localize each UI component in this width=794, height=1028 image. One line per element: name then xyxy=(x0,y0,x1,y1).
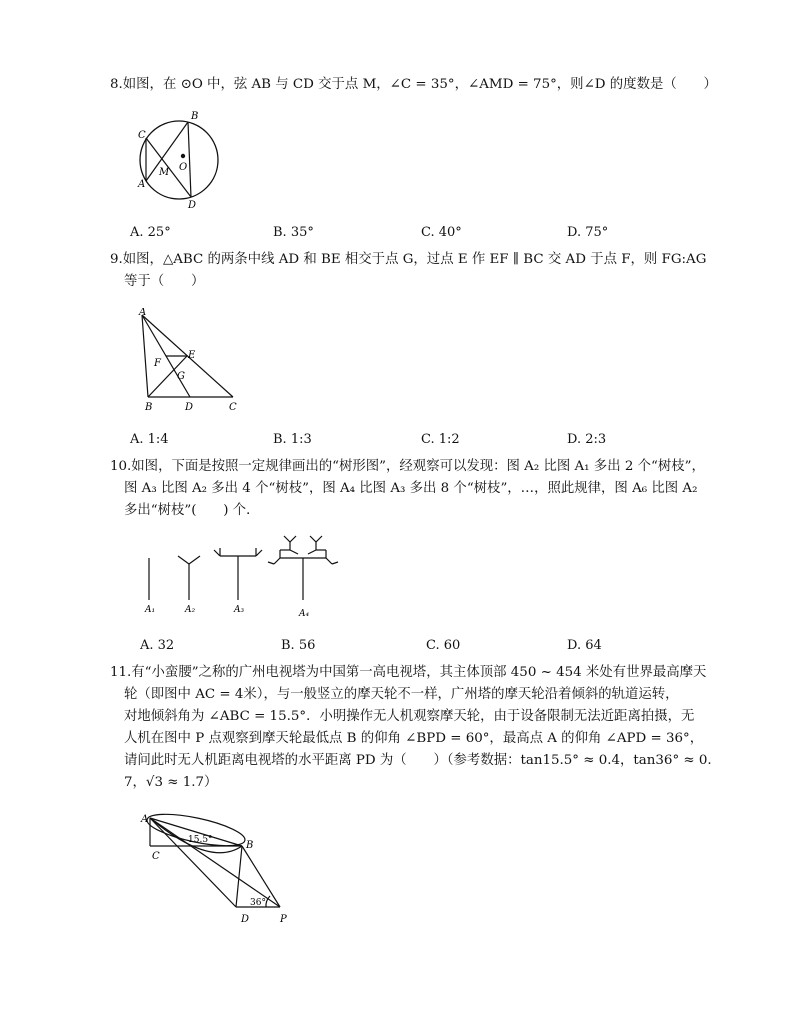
question-11 xyxy=(110,662,710,794)
fig8-label-a: A xyxy=(138,179,146,190)
fig9-label-a: A xyxy=(139,308,147,318)
q8-option-b[interactable]: B. 35° xyxy=(273,225,314,240)
question-9-line-1 xyxy=(110,249,710,271)
fig9-label-g: G xyxy=(177,371,185,382)
fig11-label-angle-36: 36° xyxy=(250,898,266,908)
fig9-label-f: F xyxy=(154,358,161,369)
question-9-options xyxy=(130,432,710,452)
q8-option-a[interactable]: A. 25° xyxy=(130,225,171,240)
q8-option-d[interactable]: D. 75° xyxy=(567,225,609,240)
fig9-label-d: D xyxy=(185,402,194,413)
fig10-label-a4: A₄ xyxy=(299,609,310,619)
fig9-label-b: B xyxy=(145,402,153,413)
fig10-label-a2: A₂ xyxy=(185,605,196,615)
fig11-label-p: P xyxy=(280,914,287,925)
question-8-options xyxy=(130,225,710,245)
question-9-number: 9. xyxy=(110,252,123,267)
q9-option-b[interactable]: B. 1:3 xyxy=(273,432,312,447)
fig8-label-o: O xyxy=(179,162,188,173)
q10-option-a[interactable]: A. 32 xyxy=(140,638,175,653)
question-9-stem-1: 如图，△ABC 的两条中线 AD 和 BE 相交于点 G，过点 E 作 EF ∥ BC 交 AD 于点 F，则 FG:AG xyxy=(122,252,707,267)
q8-option-c[interactable]: C. 40° xyxy=(421,225,462,240)
fig8-label-b: B xyxy=(191,111,199,122)
question-11-stem-1: 有“小蛮腰”之称的广州电视塔为中国第一高电视塔，其主体顶部 450 ~ 454 米处有世界最高摩天 xyxy=(131,665,707,680)
fig11-label-angle-155: 15.5° xyxy=(188,835,213,845)
question-8-number: 8. xyxy=(110,77,123,92)
question-10-options xyxy=(130,638,710,658)
q10-option-b[interactable]: B. 56 xyxy=(281,638,316,653)
question-10-number: 10. xyxy=(110,459,132,474)
question-11-figure xyxy=(140,808,300,930)
question-8 xyxy=(110,74,717,96)
question-9 xyxy=(110,249,710,293)
fig9-label-e: E xyxy=(188,350,196,361)
question-11-line-1 xyxy=(110,662,710,684)
question-11-line-3: 对地倾斜角为 ∠ABC = 15.5°．小明操作无人机观察摩天轮，由于设备限制无法近距离拍摄，无 xyxy=(124,709,695,724)
q9-option-a[interactable]: A. 1:4 xyxy=(130,432,169,447)
q10-option-d[interactable]: D. 64 xyxy=(567,638,602,653)
question-10-line-3: 多出“树枝”( ) 个． xyxy=(124,503,260,518)
q9-option-d[interactable]: D. 2:3 xyxy=(567,432,607,447)
question-9-line-2: 等于（ ） xyxy=(124,274,205,289)
question-10 xyxy=(110,456,710,522)
fig8-label-m: M xyxy=(159,167,170,178)
question-8-stem: 如图，在 ⊙O 中，弦 AB 与 CD 交于点 M，∠C = 35°，∠AMD = 75°，则∠D 的度数是（ ） xyxy=(122,77,717,92)
question-11-line-2: 轮（即图中 AC = 4米），与一般竖立的摩天轮不一样，广州塔的摩天轮沿着倾斜的轨道运转， xyxy=(124,687,679,702)
fig8-label-c: C xyxy=(138,130,146,141)
fig11-label-a: A xyxy=(141,814,149,825)
question-10-line-1 xyxy=(110,456,710,478)
question-8-text xyxy=(110,74,717,96)
fig11-label-c: C xyxy=(152,851,160,862)
fig9-label-c: C xyxy=(229,402,237,413)
question-10-figure xyxy=(130,528,360,620)
fig10-label-a3: A₃ xyxy=(234,605,245,615)
fig10-label-a1: A₁ xyxy=(145,605,156,615)
question-9-figure xyxy=(135,308,245,416)
question-11-number: 11. xyxy=(110,665,132,680)
question-11-line-5: 请问此时无人机距离电视塔的水平距离 PD 为（ ）（参考数据：tan15.5° ≈ 0.4，tan36° ≈ 0. xyxy=(124,753,712,768)
question-10-line-2: 图 A₃ 比图 A₂ 多出 4 个“树枝”，图 A₄ 比图 A₃ 多出 8 个“树枝”，…，照此规律，图 A₆ 比图 A₂ xyxy=(124,481,698,496)
q10-option-c[interactable]: C. 60 xyxy=(426,638,461,653)
question-11-line-4: 人机在图中 P 点观察到摩天轮最低点 B 的仰角 ∠BPD = 60°，最高点 A 的仰角 ∠APD = 36°， xyxy=(124,731,704,746)
fig11-label-b: B xyxy=(246,840,254,851)
question-8-figure xyxy=(130,108,230,210)
question-11-line-6: 7，√3 ≈ 1.7） xyxy=(124,775,218,790)
question-10-stem-1: 如图，下面是按照一定规律画出的“树形图”，经观察可以发现：图 A₂ 比图 A₁ 多出 2 个“树枝”， xyxy=(131,459,705,474)
fig11-label-d: D xyxy=(241,914,250,925)
fig8-label-d: D xyxy=(188,200,197,210)
q9-option-c[interactable]: C. 1:2 xyxy=(421,432,460,447)
